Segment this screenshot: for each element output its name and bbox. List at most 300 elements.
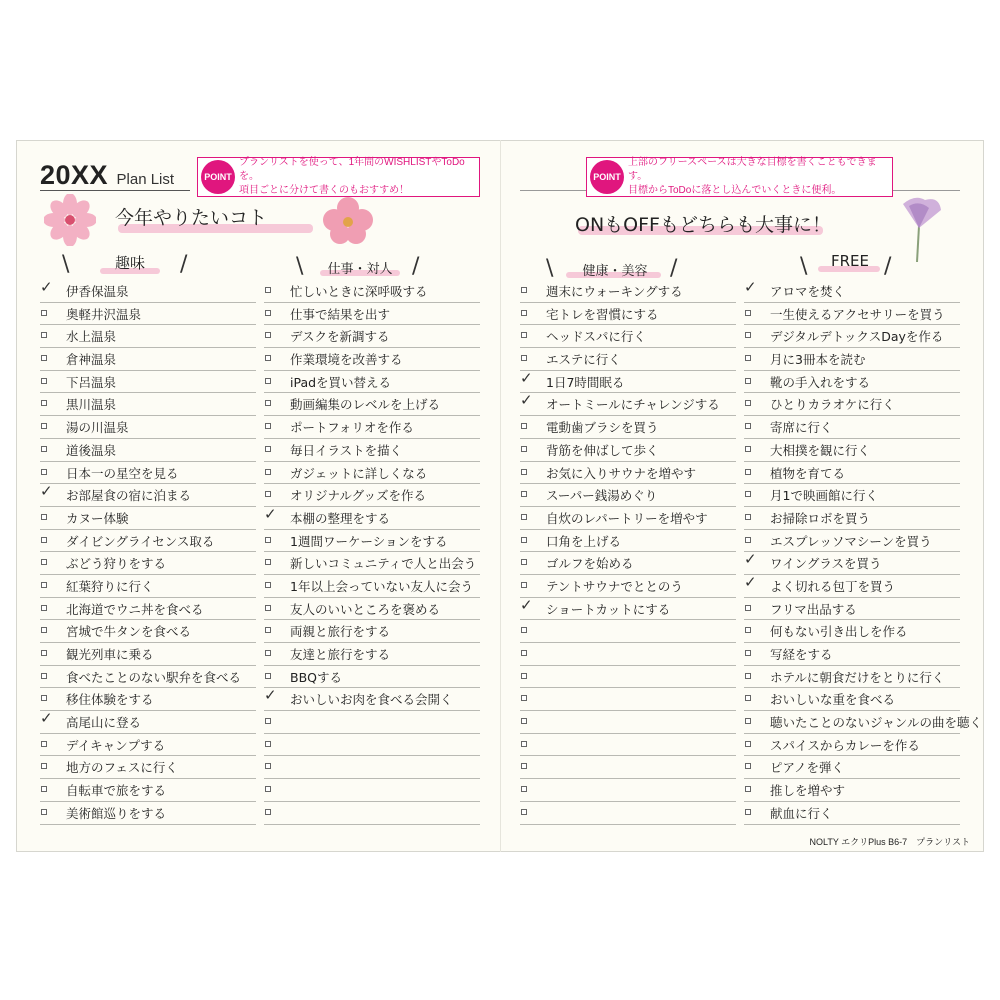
list-item bbox=[264, 416, 480, 439]
list-item-text: 電動歯ブラシを買う bbox=[546, 420, 659, 436]
list-item bbox=[520, 348, 736, 371]
list-item bbox=[744, 688, 960, 711]
list-item-text: ホテルに朝食だけをとりに行く bbox=[770, 669, 945, 685]
list-item bbox=[40, 393, 256, 416]
list-item-text: お部屋食の宿に泊まる bbox=[66, 488, 192, 504]
list-item bbox=[744, 484, 960, 507]
title-year: 20XX bbox=[40, 160, 109, 190]
list-item-text: 宅トレを習慣にする bbox=[546, 306, 659, 322]
point-text: 上部のフリースペースは大きな目標を書くこともできます。 目標からToDoに落とし込んでいくときに便利。 bbox=[628, 157, 877, 196]
checkmark-icon[interactable]: ✓ bbox=[520, 368, 533, 387]
checkbox[interactable] bbox=[521, 287, 527, 293]
list-item bbox=[264, 348, 480, 371]
checkbox[interactable] bbox=[521, 491, 527, 497]
list-item bbox=[264, 688, 480, 711]
checkbox[interactable] bbox=[521, 673, 527, 679]
list-item bbox=[744, 371, 960, 394]
list-item-text: お気に入りサウナを増やす bbox=[546, 465, 697, 481]
checkbox[interactable] bbox=[265, 491, 271, 497]
headline-left: 今年やりたいコト bbox=[115, 207, 268, 229]
list-item-text: 新しいコミュニティで人と出会う bbox=[290, 556, 477, 572]
list-item bbox=[744, 416, 960, 439]
checkbox[interactable] bbox=[521, 537, 527, 543]
list-item bbox=[40, 280, 256, 303]
checkbox[interactable] bbox=[41, 741, 47, 747]
list-item-text: アロマを焚く bbox=[770, 284, 846, 299]
list-item-text: 月に3冊本を読む bbox=[770, 352, 866, 368]
list-item bbox=[520, 368, 736, 394]
list-item bbox=[744, 711, 982, 734]
list-item-text: 聴いたことのないジャンルの曲を聴く bbox=[770, 715, 982, 731]
checkbox[interactable] bbox=[745, 763, 751, 769]
checkbox[interactable] bbox=[745, 605, 751, 611]
list-item bbox=[744, 734, 960, 757]
list-item bbox=[744, 507, 960, 530]
checkbox[interactable] bbox=[521, 559, 527, 565]
checkbox[interactable] bbox=[745, 786, 751, 792]
list-item-text: おいしいお肉を食べる会開く bbox=[290, 692, 453, 708]
checkbox[interactable] bbox=[745, 741, 751, 747]
list-item-text: 自転車で旅をする bbox=[66, 783, 167, 799]
list-hobby bbox=[40, 280, 256, 825]
list-item-text: 友達と旅行をする bbox=[290, 647, 391, 662]
list-item bbox=[264, 711, 480, 734]
checkbox[interactable] bbox=[41, 605, 47, 611]
checkbox[interactable] bbox=[265, 446, 271, 452]
list-item-text: おいしいな重を食べる bbox=[770, 692, 896, 708]
list-item bbox=[40, 711, 256, 734]
checkbox[interactable] bbox=[265, 605, 271, 611]
list-item-text: 週末にウォーキングする bbox=[546, 284, 683, 299]
checkbox[interactable] bbox=[745, 627, 751, 633]
list-item bbox=[744, 779, 960, 802]
heading-free: FREE bbox=[830, 252, 869, 270]
checkmark-icon[interactable]: ✓ bbox=[744, 572, 757, 591]
list-item-text: ヘッドスパに行く bbox=[546, 329, 646, 345]
list-item-text: エステに行く bbox=[546, 352, 621, 368]
checkbox[interactable] bbox=[41, 559, 47, 565]
checkbox[interactable] bbox=[745, 809, 751, 815]
list-item bbox=[520, 620, 736, 643]
list-item bbox=[744, 643, 960, 666]
list-item-text: 道後温泉 bbox=[66, 442, 117, 458]
list-item bbox=[264, 280, 480, 303]
list-item-text: スパイスからカレーを作る bbox=[770, 737, 920, 753]
list-item bbox=[744, 552, 960, 575]
checkbox[interactable] bbox=[521, 310, 527, 316]
list-item bbox=[40, 462, 256, 485]
heading-work: 仕事・対人 bbox=[327, 262, 393, 277]
page-spine bbox=[500, 140, 501, 852]
checkbox[interactable] bbox=[41, 400, 47, 406]
list-item bbox=[264, 393, 480, 416]
list-item bbox=[264, 756, 480, 779]
point-badge: POINT bbox=[590, 160, 624, 194]
checkbox[interactable] bbox=[41, 310, 47, 316]
list-item-text: 忙しいときに深呼吸する bbox=[290, 284, 428, 299]
list-item bbox=[264, 575, 480, 598]
list-item-text: 黒川温泉 bbox=[66, 397, 117, 413]
list-item bbox=[264, 530, 480, 553]
list-item bbox=[744, 348, 960, 371]
checkbox[interactable] bbox=[265, 673, 271, 679]
list-item bbox=[520, 734, 736, 757]
list-item bbox=[264, 552, 480, 575]
list-item bbox=[264, 779, 480, 802]
checkbox[interactable] bbox=[521, 423, 527, 429]
heading-health: 健康・美容 bbox=[582, 264, 648, 279]
list-item-text: 大相撲を観に行く bbox=[770, 442, 871, 458]
list-item bbox=[40, 643, 256, 666]
checkbox[interactable] bbox=[265, 718, 271, 724]
list-item-text: 背筋を伸ばして歩く bbox=[546, 442, 659, 458]
list-item-text: 毎日イラストを描く bbox=[290, 442, 403, 458]
checkbox[interactable] bbox=[521, 469, 527, 475]
list-item bbox=[264, 643, 480, 666]
list-item bbox=[264, 598, 480, 621]
checkbox[interactable] bbox=[265, 627, 271, 633]
list-item-text: ひとりカラオケに行く bbox=[770, 397, 895, 413]
list-item bbox=[264, 303, 480, 326]
list-item bbox=[40, 325, 256, 348]
checkbox[interactable] bbox=[745, 469, 751, 475]
list-item bbox=[744, 462, 960, 485]
checkbox[interactable] bbox=[265, 378, 271, 384]
list-item bbox=[744, 620, 960, 643]
checkbox[interactable] bbox=[41, 378, 47, 384]
list-item-text: 水上温泉 bbox=[66, 329, 117, 345]
list-item bbox=[40, 620, 256, 643]
list-item-text: BBQする bbox=[290, 669, 342, 685]
list-item-text: 動画編集のレベルを上げる bbox=[290, 397, 441, 413]
footer-label: NOLTY エクリPlus B6-7 プランリスト bbox=[809, 837, 970, 847]
point-text: プランリストを使って、1年間のWISHLISTやToDoを。 項目ごとに分けて書くのもおすすめ！ bbox=[239, 157, 465, 196]
pink-flower-icon bbox=[322, 196, 374, 246]
checkmark-icon[interactable]: ✓ bbox=[264, 504, 277, 523]
list-item bbox=[744, 325, 960, 348]
list-item bbox=[264, 666, 480, 689]
list-item bbox=[40, 756, 256, 779]
list-free bbox=[744, 278, 982, 825]
list-item bbox=[520, 484, 736, 507]
list-item bbox=[520, 666, 736, 689]
checkbox[interactable] bbox=[745, 446, 751, 452]
list-item bbox=[744, 756, 960, 779]
list-item-text: オートミールにチャレンジする bbox=[546, 397, 720, 413]
list-item-text: 何もない引き出しを作る bbox=[770, 624, 908, 640]
list-item bbox=[40, 507, 256, 530]
list-item bbox=[520, 530, 736, 553]
list-item bbox=[40, 484, 256, 507]
list-item-text: 1日7時間眠る bbox=[546, 374, 625, 390]
list-item-text: テントサウナでととのう bbox=[546, 578, 683, 594]
checkbox[interactable] bbox=[41, 673, 47, 679]
checkbox[interactable] bbox=[265, 763, 271, 769]
list-item-text: 日本一の星空を見る bbox=[66, 465, 179, 481]
checkbox[interactable] bbox=[745, 332, 751, 338]
list-item bbox=[264, 734, 480, 757]
checkbox[interactable] bbox=[745, 355, 751, 361]
list-item-text: ぶどう狩りをする bbox=[66, 556, 167, 572]
checkbox[interactable] bbox=[265, 332, 271, 338]
list-item bbox=[40, 598, 256, 621]
checkbox[interactable] bbox=[41, 627, 47, 633]
checkbox[interactable] bbox=[41, 469, 47, 475]
list-item bbox=[520, 575, 736, 598]
list-item bbox=[264, 484, 480, 507]
checkbox[interactable] bbox=[521, 741, 527, 747]
checkbox[interactable] bbox=[745, 514, 751, 520]
checkbox[interactable] bbox=[265, 809, 271, 815]
checkbox[interactable] bbox=[265, 287, 271, 293]
checkbox[interactable] bbox=[41, 763, 47, 769]
list-item-text: 食べたことのない駅弁を食べる bbox=[66, 669, 242, 685]
list-item-text: 奥軽井沢温泉 bbox=[66, 306, 142, 322]
checkbox[interactable] bbox=[265, 582, 271, 588]
list-item-text: デスクを新調する bbox=[290, 329, 390, 345]
list-item bbox=[40, 530, 256, 553]
list-item-text: カヌー体験 bbox=[66, 510, 129, 526]
checkbox[interactable] bbox=[265, 355, 271, 361]
list-item-text: 紅葉狩りに行く bbox=[66, 578, 154, 594]
list-item-text: 推しを増やす bbox=[770, 783, 846, 799]
list-item bbox=[744, 530, 960, 553]
checkbox[interactable] bbox=[41, 582, 47, 588]
heading-decoration: \ bbox=[800, 254, 808, 279]
checkbox[interactable] bbox=[521, 582, 527, 588]
list-item-text: 仕事で結果を出す bbox=[290, 306, 391, 322]
list-item bbox=[744, 393, 960, 416]
list-item-text: 地方のフェスに行く bbox=[66, 760, 178, 776]
checkmark-icon[interactable]: ✓ bbox=[520, 595, 533, 614]
checkbox[interactable] bbox=[521, 763, 527, 769]
list-item-text: 作業環境を改善する bbox=[290, 352, 403, 368]
list-item-text: 寄席に行く bbox=[770, 420, 833, 436]
list-item-text: iPadを買い替える bbox=[290, 374, 392, 390]
heading-decoration: \ bbox=[546, 256, 554, 281]
list-item-text: 自炊のレパートリーを増やす bbox=[546, 510, 708, 526]
list-item bbox=[40, 802, 256, 825]
list-item bbox=[520, 688, 736, 711]
list-item-text: 北海道でウニ丼を食べる bbox=[66, 601, 204, 617]
checkbox[interactable] bbox=[521, 695, 527, 701]
list-item bbox=[744, 303, 960, 326]
checkbox[interactable] bbox=[745, 718, 751, 724]
list-item-text: 移住体験をする bbox=[66, 692, 154, 708]
list-item bbox=[264, 802, 480, 825]
checkbox[interactable] bbox=[745, 378, 751, 384]
checkbox[interactable] bbox=[745, 400, 751, 406]
list-item-text: 1年以上会っていない友人に会う bbox=[290, 578, 473, 594]
checkbox[interactable] bbox=[265, 310, 271, 316]
checkbox[interactable] bbox=[265, 400, 271, 406]
checkbox[interactable] bbox=[521, 809, 527, 815]
list-item-text: ゴルフを始める bbox=[546, 556, 634, 572]
list-item bbox=[744, 802, 960, 825]
checkbox[interactable] bbox=[745, 423, 751, 429]
list-item bbox=[520, 779, 736, 802]
list-item bbox=[744, 280, 960, 303]
checkbox[interactable] bbox=[41, 355, 47, 361]
heading-decoration: / bbox=[180, 252, 188, 277]
pink-flower-icon bbox=[44, 194, 96, 246]
list-item bbox=[40, 439, 256, 462]
list-item-text: オリジナルグッズを作る bbox=[290, 488, 427, 504]
checkbox[interactable] bbox=[265, 469, 271, 475]
checkbox[interactable] bbox=[265, 786, 271, 792]
checkmark-icon[interactable]: ✓ bbox=[40, 278, 53, 296]
checkbox[interactable] bbox=[265, 741, 271, 747]
list-item bbox=[520, 756, 736, 779]
title-rule bbox=[40, 190, 190, 191]
page-title bbox=[40, 160, 174, 191]
list-item-text: 本棚の整理をする bbox=[290, 510, 391, 526]
list-item-text: 湯の川温泉 bbox=[66, 420, 129, 436]
list-item-text: 1週間ワーケーションをする bbox=[290, 533, 448, 549]
list-item-text: 靴の手入れをする bbox=[770, 374, 871, 390]
list-item-text: 献血に行く bbox=[770, 805, 833, 821]
list-item-text: 下呂温泉 bbox=[66, 374, 117, 390]
list-item-text: 両親と旅行をする bbox=[290, 624, 391, 640]
list-item bbox=[40, 552, 256, 575]
list-item-text: デジタルデトックスDayを作る bbox=[770, 329, 944, 345]
list-item-text: ピアノを弾く bbox=[770, 760, 845, 776]
checkbox[interactable] bbox=[41, 786, 47, 792]
list-item bbox=[520, 552, 736, 575]
checkmark-icon[interactable]: ✓ bbox=[520, 391, 533, 410]
list-item bbox=[40, 688, 256, 711]
list-item-text: ポートフォリオを作る bbox=[290, 420, 414, 436]
list-item-text: 観光列車に乗る bbox=[66, 647, 154, 662]
list-item bbox=[40, 348, 256, 371]
list-item bbox=[520, 280, 736, 303]
list-item-text: ショートカットにする bbox=[546, 601, 671, 617]
point-badge: POINT bbox=[201, 160, 235, 194]
checkmark-icon[interactable]: ✓ bbox=[744, 550, 757, 569]
list-item-text: デイキャンプする bbox=[66, 737, 166, 753]
list-item-text: ワイングラスを買う bbox=[770, 556, 882, 572]
list-item bbox=[264, 325, 480, 348]
list-item-text: お掃除ロボを買う bbox=[770, 510, 871, 526]
list-item bbox=[744, 439, 960, 462]
list-item-text: ダイビングライセンス取る bbox=[66, 533, 215, 549]
list-item bbox=[40, 666, 256, 689]
list-item-text: 月1で映画館に行く bbox=[770, 488, 878, 504]
list-item bbox=[264, 620, 480, 643]
checkbox[interactable] bbox=[521, 446, 527, 452]
list-item bbox=[264, 439, 480, 462]
checkbox[interactable] bbox=[521, 332, 527, 338]
list-item-text: 倉神温泉 bbox=[66, 352, 117, 368]
list-item bbox=[520, 416, 736, 439]
list-item bbox=[40, 371, 256, 394]
list-item bbox=[520, 325, 736, 348]
list-item bbox=[744, 572, 960, 598]
heading-decoration: / bbox=[884, 254, 892, 279]
list-item-text: 宮城で牛タンを食べる bbox=[66, 624, 192, 640]
list-item-text: 写経をする bbox=[770, 647, 833, 662]
checkbox[interactable] bbox=[41, 423, 47, 429]
point-box-right bbox=[586, 157, 893, 197]
checkbox[interactable] bbox=[521, 718, 527, 724]
list-item-text: 友人のいいところを褒める bbox=[290, 601, 441, 617]
checkbox[interactable] bbox=[41, 695, 47, 701]
point-box-left bbox=[197, 157, 480, 197]
headline-right: ONもOFFもどちらも大事に！ bbox=[575, 214, 831, 236]
list-item bbox=[40, 303, 256, 326]
checkbox[interactable] bbox=[521, 627, 527, 633]
checkbox[interactable] bbox=[41, 332, 47, 338]
list-item bbox=[520, 711, 736, 734]
checkbox[interactable] bbox=[265, 537, 271, 543]
purple-flower-icon bbox=[895, 192, 947, 268]
list-item-text: スーパー銭湯めぐり bbox=[546, 488, 658, 504]
checkmark-icon[interactable]: ✓ bbox=[40, 709, 53, 728]
heading-decoration: / bbox=[670, 256, 678, 281]
checkbox[interactable] bbox=[265, 423, 271, 429]
title-subtitle: Plan List bbox=[116, 171, 175, 188]
checkmark-icon[interactable]: ✓ bbox=[40, 482, 53, 501]
checkbox[interactable] bbox=[521, 355, 527, 361]
list-item bbox=[520, 643, 736, 666]
checkbox[interactable] bbox=[41, 514, 47, 520]
list-item bbox=[744, 666, 960, 689]
checkbox[interactable] bbox=[521, 514, 527, 520]
checkbox[interactable] bbox=[41, 650, 47, 656]
list-item bbox=[520, 802, 736, 825]
list-item bbox=[40, 575, 256, 598]
list-item bbox=[40, 416, 256, 439]
list-item-text: 口角を上げる bbox=[546, 533, 622, 549]
checkbox[interactable] bbox=[265, 650, 271, 656]
checkbox[interactable] bbox=[745, 537, 751, 543]
heading-hobby: 趣味 bbox=[114, 254, 145, 272]
list-item-text: 美術館巡りをする bbox=[66, 805, 167, 821]
list-item bbox=[40, 779, 256, 802]
list-item bbox=[264, 462, 480, 485]
checkbox[interactable] bbox=[521, 786, 527, 792]
checkbox[interactable] bbox=[745, 650, 751, 656]
checkbox[interactable] bbox=[521, 650, 527, 656]
list-item-text: よく切れる包丁を買う bbox=[770, 578, 896, 594]
list-health bbox=[520, 280, 736, 825]
checkbox[interactable] bbox=[41, 537, 47, 543]
heading-decoration: / bbox=[412, 254, 420, 279]
heading-decoration: \ bbox=[296, 254, 304, 279]
checkmark-icon[interactable]: ✓ bbox=[744, 278, 757, 296]
checkbox[interactable] bbox=[745, 310, 751, 316]
list-item-text: 伊香保温泉 bbox=[66, 284, 129, 299]
checkbox[interactable] bbox=[41, 809, 47, 815]
checkbox[interactable] bbox=[745, 673, 751, 679]
list-item bbox=[744, 598, 960, 621]
heading-decoration: \ bbox=[62, 252, 70, 277]
checkbox[interactable] bbox=[745, 491, 751, 497]
list-item-text: 植物を育てる bbox=[770, 465, 846, 481]
list-item bbox=[520, 595, 736, 621]
checkbox[interactable] bbox=[265, 559, 271, 565]
list-item-text: ガジェットに詳しくなる bbox=[290, 465, 428, 481]
list-item-text: エスプレッソマシーンを買う bbox=[770, 533, 932, 549]
list-item-text: フリマ出品する bbox=[770, 601, 857, 617]
checkbox[interactable] bbox=[745, 695, 751, 701]
checkmark-icon[interactable]: ✓ bbox=[264, 686, 277, 705]
list-item bbox=[264, 371, 480, 394]
checkbox[interactable] bbox=[41, 446, 47, 452]
list-item-text: 高尾山に登る bbox=[66, 715, 142, 731]
list-item bbox=[520, 303, 736, 326]
list-item-text: 一生使えるアクセサリーを買う bbox=[770, 306, 945, 322]
